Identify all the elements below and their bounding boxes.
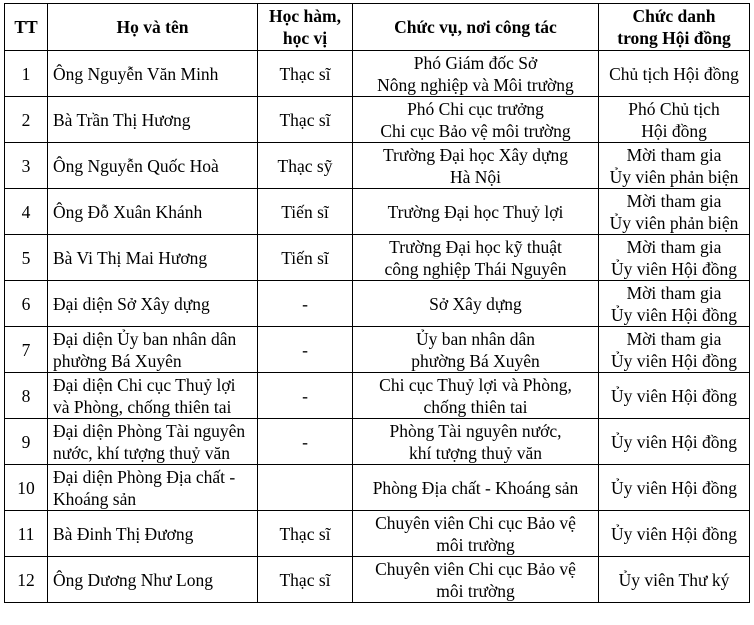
council-role-line: Ủy viên Hội đồng [611, 304, 737, 325]
position-workplace-cell [353, 557, 599, 603]
member-name-cell [48, 51, 258, 97]
table-row [5, 235, 750, 281]
header-role-line2: trong Hội đồng [617, 28, 731, 48]
position-line: môi trường [436, 534, 515, 555]
council-role-cell [599, 189, 750, 235]
row-number-cell: 2 [5, 97, 48, 143]
council-role-cell [599, 143, 750, 189]
position-line: phường Bá Xuyên [411, 350, 540, 371]
academic-degree-cell: - [258, 281, 353, 327]
member-name-cell [48, 97, 258, 143]
table-row [5, 189, 750, 235]
row-number-cell: 3 [5, 143, 48, 189]
member-name-line: Ông Dương Như Long [53, 569, 213, 590]
position-line: Sở Xây dựng [429, 293, 522, 314]
row-number-cell: 1 [5, 51, 48, 97]
member-name-cell [48, 327, 258, 373]
council-role-line: Ủy viên phản biện [609, 166, 739, 187]
council-role-cell [599, 97, 750, 143]
member-name-cell [48, 189, 258, 235]
council-role-line: Ủy viên Thư ký [618, 569, 730, 590]
table-row [5, 557, 750, 603]
member-name-line: nước, khí tượng thuỷ văn [53, 442, 230, 463]
row-number-cell: 5 [5, 235, 48, 281]
table-row [5, 465, 750, 511]
member-name-line: phường Bá Xuyên [53, 350, 182, 371]
member-name-cell [48, 557, 258, 603]
member-name-cell [48, 373, 258, 419]
table-header-row [5, 4, 750, 51]
position-line: Chuyên viên Chi cục Bảo vệ [375, 512, 576, 533]
header-role [599, 4, 750, 51]
council-role-cell [599, 235, 750, 281]
table-row [5, 327, 750, 373]
academic-degree-cell: Tiến sĩ [258, 235, 353, 281]
position-line: Trường Đại học Xây dựng [382, 144, 569, 165]
council-role-line: Ủy viên Hội đồng [611, 385, 737, 406]
academic-degree-cell: Tiến sĩ [258, 189, 353, 235]
member-name-line: Bà Trần Thị Hương [53, 109, 191, 130]
position-line: chống thiên tai [423, 396, 528, 417]
position-line: công nghiệp Thái Nguyên [384, 258, 567, 279]
council-role-cell [599, 281, 750, 327]
member-name-line: Ông Nguyễn Văn Minh [53, 63, 219, 84]
council-role-line: Mời tham gia [626, 328, 722, 349]
member-name-line: và Phòng, chống thiên tai [53, 396, 232, 417]
council-role-line: Hội đồng [641, 120, 707, 141]
council-members-table [4, 3, 750, 603]
academic-degree-cell: Thạc sĩ [258, 51, 353, 97]
row-number-cell: 9 [5, 419, 48, 465]
row-number-cell: 8 [5, 373, 48, 419]
position-workplace-cell [353, 235, 599, 281]
member-name-line: Ông Nguyễn Quốc Hoà [53, 155, 219, 176]
member-name-line: Đại diện Phòng Địa chất - [53, 466, 236, 487]
table-row [5, 373, 750, 419]
member-name-cell [48, 511, 258, 557]
member-name-line: Bà Vi Thị Mai Hương [53, 247, 208, 268]
member-name-line: Khoáng sản [53, 488, 137, 509]
position-line: Hà Nội [449, 166, 502, 187]
header-tt: TT [5, 4, 48, 51]
council-role-line: Ủy viên phản biện [609, 212, 739, 233]
council-role-line: Chủ tịch Hội đồng [609, 63, 739, 84]
council-role-cell [599, 327, 750, 373]
academic-degree-cell: Thạc sĩ [258, 97, 353, 143]
council-role-line: Mời tham gia [626, 144, 722, 165]
council-role-line: Ủy viên Hội đồng [611, 258, 737, 279]
position-workplace-cell [353, 511, 599, 557]
position-line: Chi cục Thuỷ lợi và Phòng, [379, 374, 572, 395]
position-line: môi trường [436, 580, 515, 601]
council-role-line: Ủy viên Hội đồng [611, 431, 737, 452]
council-role-line: Ủy viên Hội đồng [611, 523, 737, 544]
header-position: Chức vụ, nơi công tác [353, 4, 599, 51]
council-role-cell [599, 419, 750, 465]
position-workplace-cell [353, 189, 599, 235]
academic-degree-cell: Thạc sỹ [258, 143, 353, 189]
header-degree [258, 4, 353, 51]
table-body [5, 51, 750, 603]
member-name-line: Ông Đỗ Xuân Khánh [53, 201, 203, 222]
council-role-cell [599, 511, 750, 557]
council-role-line: Ủy viên Hội đồng [611, 350, 737, 371]
position-line: Trường Đại học Thuỷ lợi [387, 201, 564, 222]
academic-degree-cell: - [258, 373, 353, 419]
academic-degree-cell: Thạc sĩ [258, 557, 353, 603]
academic-degree-cell: - [258, 419, 353, 465]
position-workplace-cell [353, 97, 599, 143]
row-number-cell: 11 [5, 511, 48, 557]
academic-degree-cell [258, 465, 353, 511]
position-line: Phó Giám đốc Sở [413, 52, 538, 73]
council-role-line: Mời tham gia [626, 190, 722, 211]
academic-degree-cell: - [258, 327, 353, 373]
council-role-line: Phó Chủ tịch [628, 98, 720, 119]
position-line: khí tượng thuỷ văn [409, 442, 542, 463]
position-workplace-cell [353, 419, 599, 465]
row-number-cell: 10 [5, 465, 48, 511]
table-row [5, 97, 750, 143]
position-line: Chi cục Bảo vệ môi trường [380, 120, 571, 141]
member-name-cell [48, 419, 258, 465]
council-role-cell [599, 557, 750, 603]
header-degree-line1: Học hàm, [269, 6, 341, 26]
position-workplace-cell [353, 51, 599, 97]
position-line: Phòng Địa chất - Khoáng sản [372, 477, 579, 498]
position-line: Nông nghiệp và Môi trường [377, 74, 574, 95]
table-row [5, 419, 750, 465]
member-name-line: Bà Đinh Thị Đương [53, 523, 194, 544]
member-name-cell [48, 465, 258, 511]
position-workplace-cell [353, 465, 599, 511]
row-number-cell: 7 [5, 327, 48, 373]
member-name-line: Đại diện Ủy ban nhân dân [53, 328, 237, 349]
header-name: Họ và tên [48, 4, 258, 51]
member-name-cell [48, 281, 258, 327]
position-workplace-cell [353, 281, 599, 327]
row-number-cell: 12 [5, 557, 48, 603]
table-row [5, 143, 750, 189]
position-line: Phòng Tài nguyên nước, [389, 420, 562, 441]
council-role-line: Mời tham gia [626, 282, 722, 303]
member-name-line: Đại diện Sở Xây dựng [53, 293, 210, 314]
table-row [5, 281, 750, 327]
position-line: Phó Chi cục trưởng [407, 98, 544, 119]
row-number-cell: 4 [5, 189, 48, 235]
position-workplace-cell [353, 327, 599, 373]
academic-degree-cell: Thạc sĩ [258, 511, 353, 557]
council-role-cell [599, 465, 750, 511]
member-name-line: Đại diện Chi cục Thuỷ lợi [53, 374, 236, 395]
table-row [5, 51, 750, 97]
position-workplace-cell [353, 143, 599, 189]
council-role-cell [599, 373, 750, 419]
member-name-cell [48, 235, 258, 281]
member-name-line: Đại diện Phòng Tài nguyên [53, 420, 246, 441]
position-workplace-cell [353, 373, 599, 419]
header-role-line1: Chức danh [632, 6, 716, 26]
council-role-line: Ủy viên Hội đồng [611, 477, 737, 498]
header-degree-line2: học vị [282, 28, 328, 48]
position-line: Trường Đại học kỹ thuật [389, 236, 562, 257]
position-line: Chuyên viên Chi cục Bảo vệ [375, 558, 576, 579]
council-role-cell [599, 51, 750, 97]
position-line: Ủy ban nhân dân [415, 328, 536, 349]
row-number-cell: 6 [5, 281, 48, 327]
table-row [5, 511, 750, 557]
member-name-cell [48, 143, 258, 189]
council-role-line: Mời tham gia [626, 236, 722, 257]
